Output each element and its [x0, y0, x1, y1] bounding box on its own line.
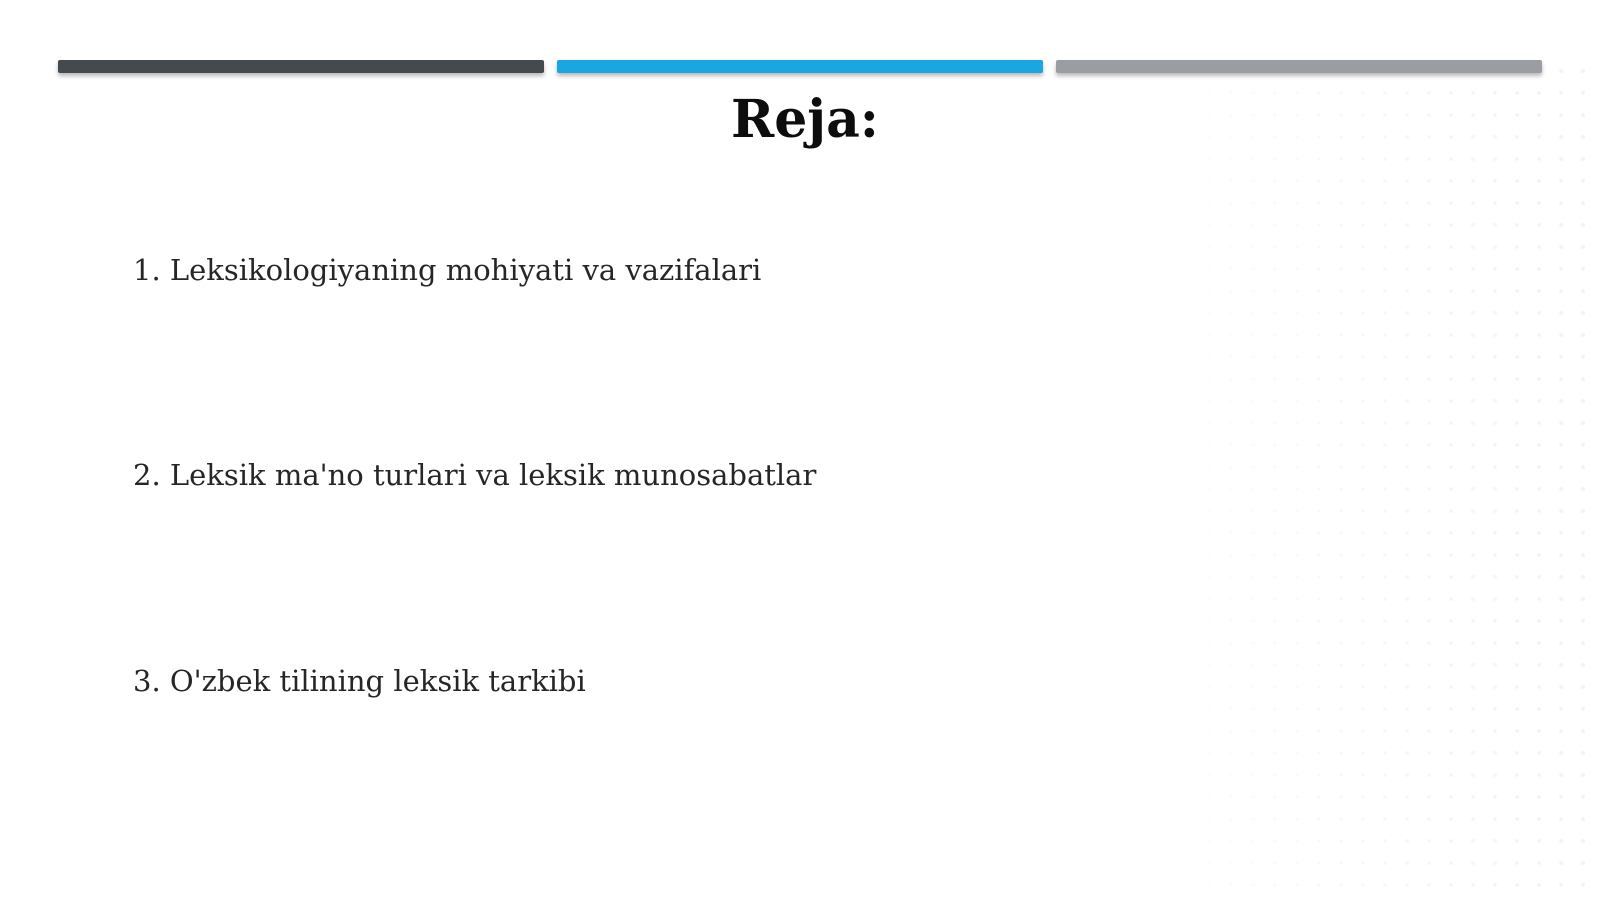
plan-item-3: 3. O'zbek tilining leksik tarkibi: [133, 664, 586, 698]
top-accent-bars: [58, 60, 1542, 73]
plan-item-2: 2. Leksik ma'no turlari va leksik munosabatlar: [133, 458, 817, 492]
background-dot-pattern: [1110, 60, 1600, 899]
accent-bar-dark: [58, 60, 544, 73]
plan-item-1: 1. Leksikologiyaning mohiyati va vazifalari: [133, 253, 762, 287]
accent-bar-blue: [557, 60, 1043, 73]
slide-title: Reja:: [730, 89, 879, 150]
accent-bar-gray: [1056, 60, 1542, 73]
